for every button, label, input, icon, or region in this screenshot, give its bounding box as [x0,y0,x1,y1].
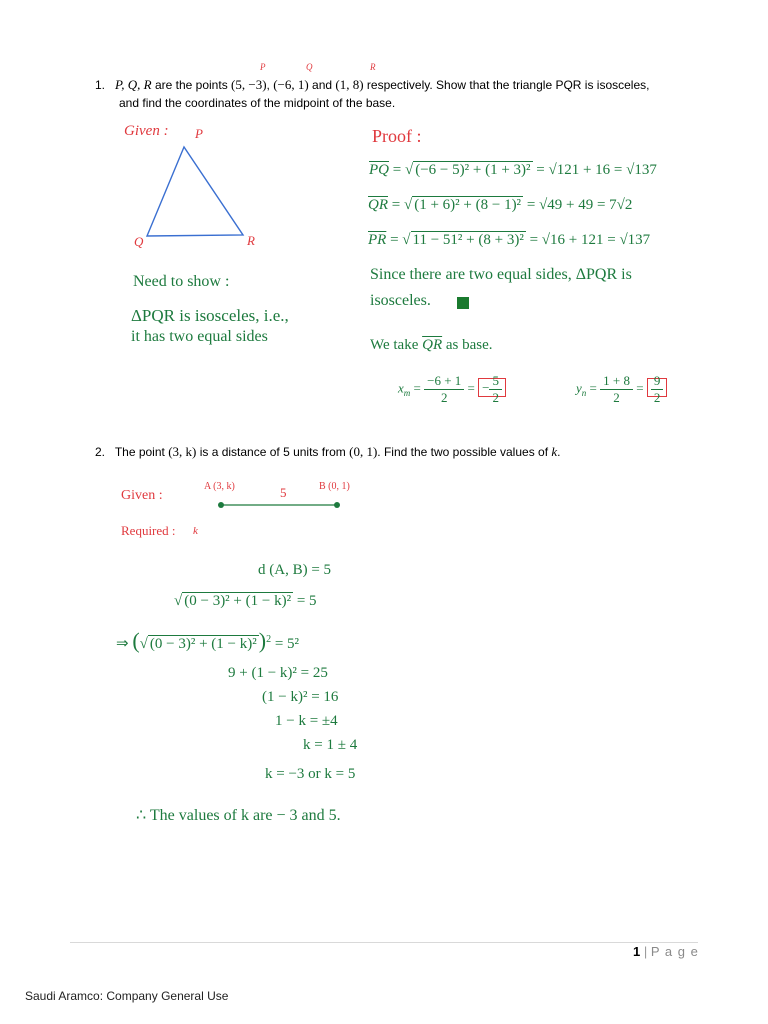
page-number: 1 | P a g e [633,944,699,959]
work-line-8: k = −3 or k = 5 [265,766,356,782]
footer-divider [70,942,698,943]
triangle-pqr [147,147,243,236]
distance-label: 5 [280,485,287,500]
point-tag-q: Q [306,62,313,72]
point-q-coords: (−6, 1) [273,77,309,92]
proof-title: Proof : [372,126,422,146]
work-line-4: 9 + (1 − k)² = 25 [228,665,328,681]
triangle-pqr-diagram [140,140,250,240]
pr-distance-equation: $\overline{PR}$ = √ 11 − 51² + (8 + 3)² = √16 + 121 = √137 [368,232,651,248]
given-2-label: Given : [121,488,163,503]
point-p-coords: (5, −3) [231,77,267,92]
required-label: Required : [121,523,176,538]
point-b-label: B (0, 1) [319,481,350,492]
work-line-3: ⇒ (√ (0 − 3)² + (1 − k)²)$^2$ = 5² [116,628,300,653]
qr-label: $\overline{QR}$ [368,197,388,213]
pq-radicand: (−6 − 5)² + (1 + 3)² [415,162,531,178]
work-line-6: 1 − k = ±4 [275,713,338,729]
classification-label: Saudi Aramco: Company General Use [25,989,229,1003]
pq-result: = √121 + 16 = √137 [532,162,657,178]
implies-arrow: ⇒ [116,636,129,652]
xm-result-box: − $\frac{5}{2}$ [478,378,506,397]
work-line-1: d (A, B) = 5 [258,562,332,578]
work-line-5: (1 − k)² = 16 [262,689,339,705]
point-tag-p: P [260,62,266,72]
vertex-p-label: P [195,126,203,141]
qr-radicand: (1 + 6)² + (8 − 1)² [414,197,522,213]
xm-fraction: $\frac{-6 + 1}{2}$ [424,373,464,406]
question-2-text: 2. The point (3, k) is a distance of 5 units from (0, 1). Find the two possible values of k. [95,444,561,459]
segment-ab-diagram [216,499,344,511]
midpoint-x-equation: $x_m$ = $\frac{-6 + 1}{2}$ = − $\frac{5}{2}$ [398,373,506,406]
qed-square-icon [457,297,469,309]
midpoint-y-equation: $y_n$ = $\frac{1 + 8}{2}$ = $\frac{9}{2}$ [576,373,667,406]
question-2-number: 2. [95,445,106,459]
question-1-number: 1. [95,78,106,92]
point-b-dot [334,502,340,508]
pq-distance-equation: $\overline{PQ}$ = √ (−6 − 5)² + (1 + 3)² = √121 + 16 = √137 [369,162,657,178]
yn-result-box: $\frac{9}{2}$ [647,378,668,397]
question-1-vars: P, Q, R [115,77,152,92]
work-line-7: k = 1 ± 4 [303,737,358,753]
pq-label: $\overline{PQ}$ [369,162,389,178]
question-1-line-1: 1. P, Q, R are the points (5, −3), (−6, 1) and (1, 8) respectively. Show that the triangle PQR is isosceles, [95,77,650,92]
need-to-show-line-1: ΔPQR is isosceles, i.e., [131,306,289,325]
point-b-coords: (0, 1) [349,444,378,459]
pr-label: $\overline{PR}$ [368,232,387,248]
point-r-coords: (1, 8) [335,77,364,92]
qr-distance-equation: $\overline{QR}$ = √ (1 + 6)² + (8 − 1)² = √49 + 49 = 7√2 [368,197,633,213]
pr-radicand: 11 − 51² + (8 + 3)² [412,232,524,248]
point-a-coords: (3, k) [168,444,197,459]
point-a-dot [218,502,224,508]
required-variable: k [193,525,198,537]
base-statement: We take $\overline{QR}$ as base. [370,337,493,353]
conclusion: ∴ The values of k are − 3 and 5. [136,807,341,824]
pr-result: = √16 + 121 = √137 [525,232,651,248]
base-qr-label: $\overline{QR}$ [422,337,443,353]
question-1-line-2: and find the coordinates of the midpoint of the base. [119,96,396,110]
since-line-2: isosceles. [370,292,431,309]
need-to-show-title: Need to show : [133,273,230,290]
vertex-q-label: Q [134,234,144,249]
point-tag-r: R [370,62,376,72]
since-line-1: Since there are two equal sides, ΔPQR is [370,266,632,283]
point-a-label: A (3, k) [204,481,235,492]
yn-fraction: $\frac{1 + 8}{2}$ [600,373,633,406]
work-line-2: √ (0 − 3)² + (1 − k)² = 5 [174,593,317,609]
vertex-r-label: R [247,233,255,248]
qr-result: = √49 + 49 = 7√2 [523,197,633,213]
given-label: Given : [124,123,169,139]
need-to-show-line-2: it has two equal sides [131,328,268,345]
